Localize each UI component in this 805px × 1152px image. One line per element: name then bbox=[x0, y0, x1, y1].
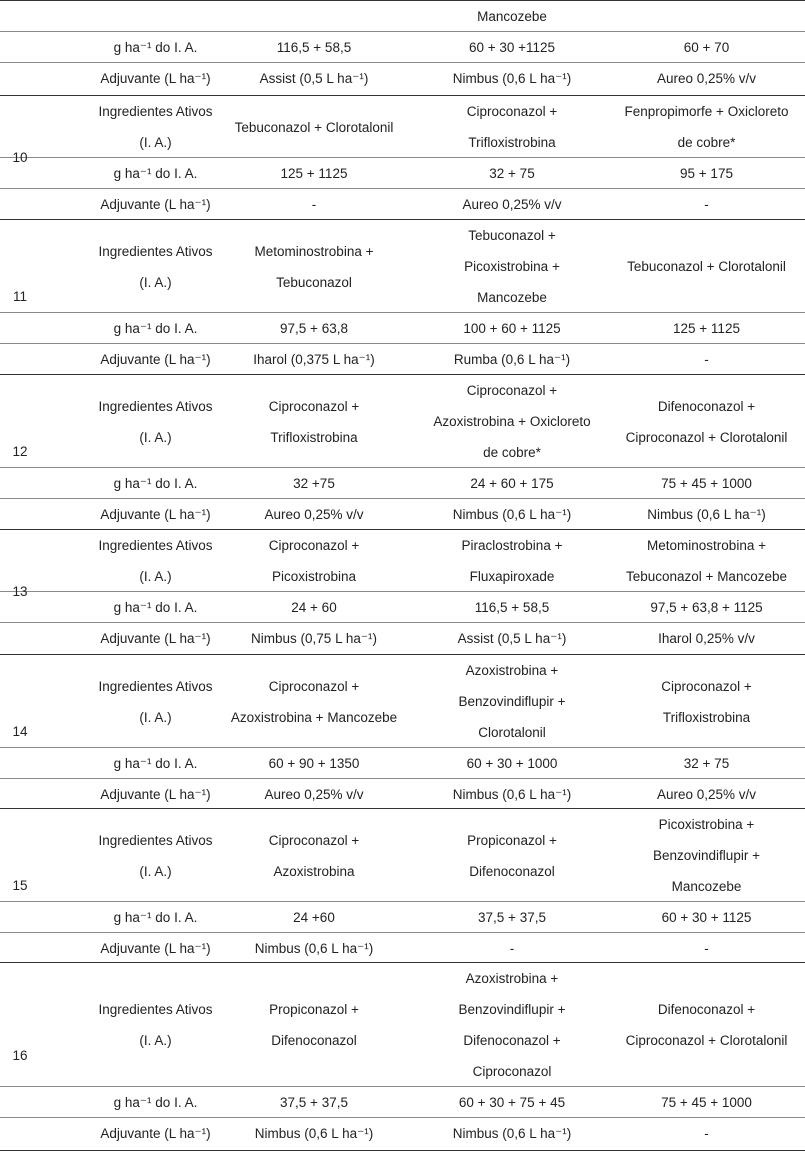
adjuvant-cell: Rumba (0,6 L ha⁻¹) bbox=[453, 352, 571, 367]
ingredients-cell: Propiconazol + Difenoconazol bbox=[269, 1002, 359, 1048]
ingredients-cell: Difenoconazol + Ciproconazol + Clorotalonil bbox=[625, 398, 788, 445]
adjuvant-cell: Aureo 0,25% v/v bbox=[656, 787, 757, 802]
dose-cell: 125 + 1125 bbox=[673, 321, 740, 336]
dose-cell: 75 + 45 + 1000 bbox=[661, 476, 752, 491]
ingredients-row bbox=[0, 95, 805, 157]
ingredients-cell: Ciproconazol + Picoxistrobina bbox=[268, 538, 360, 584]
dose-label: g ha⁻¹ do I. A. bbox=[113, 321, 198, 336]
ingredients-cell: Ciproconazol + Trifloxistrobina bbox=[661, 678, 752, 725]
dose-cell: 60 + 30 + 1000 bbox=[466, 756, 558, 771]
ingredients-cell: Ciproconazol + Trifloxistrobina bbox=[268, 398, 360, 445]
treatment-number: 16 bbox=[12, 1047, 28, 1063]
dose-row bbox=[0, 1086, 805, 1117]
adjuvant-cell: Iharol (0,375 L ha⁻¹) bbox=[253, 352, 375, 367]
ingredients-cell: Ciproconazol + Azoxistrobina bbox=[268, 832, 360, 879]
ingredients-cell: Azoxistrobina + Benzovindiflupir + Difenoconazol + Ciproconazol bbox=[458, 971, 566, 1079]
ingredients-cell: Metominostrobina + Tebuconazol bbox=[254, 243, 374, 290]
adjuvant-cell: Nimbus (0,75 L ha⁻¹) bbox=[251, 631, 377, 646]
dose-label: g ha⁻¹ do I. A. bbox=[113, 166, 198, 181]
dose-label: g ha⁻¹ do I. A. bbox=[113, 910, 198, 925]
ingredients-cell: Propiconazol + Difenoconazol bbox=[467, 832, 557, 879]
adjuvant-cell: - bbox=[704, 197, 709, 212]
adjuvant-cell: - bbox=[704, 1126, 709, 1141]
adjuvant-cell: Aureo 0,25% v/v bbox=[656, 71, 757, 86]
adjuvant-row bbox=[0, 778, 805, 809]
adjuvant-cell: Nimbus (0,6 L ha⁻¹) bbox=[254, 1126, 374, 1141]
ingredients-label: Ingredientes Ativos (I. A.) bbox=[98, 104, 213, 150]
adjuvant-cell: Assist (0,5 L ha⁻¹) bbox=[457, 631, 567, 646]
adjuvant-row bbox=[0, 498, 805, 529]
adjuvant-label: Adjuvante (L ha⁻¹) bbox=[100, 631, 211, 646]
dose-label: g ha⁻¹ do I. A. bbox=[113, 40, 198, 55]
ingredients-label: Ingredientes Ativos (I. A.) bbox=[98, 243, 213, 290]
ingredients-row bbox=[0, 962, 805, 1086]
adjuvant-cell: Nimbus (0,6 L ha⁻¹) bbox=[647, 507, 766, 522]
adjuvant-label: Adjuvante (L ha⁻¹) bbox=[100, 352, 211, 367]
dose-cell: 75 + 45 + 1000 bbox=[661, 1095, 752, 1110]
treatment-number: 13 bbox=[12, 583, 28, 599]
dose-cell: 95 + 175 bbox=[680, 166, 733, 181]
ingredients-row bbox=[0, 529, 805, 591]
ingredients-row bbox=[0, 219, 805, 312]
adjuvant-label: Adjuvante (L ha⁻¹) bbox=[100, 507, 211, 522]
adjuvant-cell: - bbox=[509, 941, 515, 956]
ingredients-cell: Metominostrobina + Tebuconazol + Mancozebe bbox=[626, 538, 787, 584]
dose-row bbox=[0, 901, 805, 932]
ingredients-label: Ingredientes Ativos (I. A.) bbox=[98, 1002, 213, 1048]
treatment-number: 14 bbox=[12, 724, 28, 739]
ingredients-row bbox=[0, 374, 805, 467]
adjuvant-label: Adjuvante (L ha⁻¹) bbox=[100, 941, 211, 956]
dose-label: g ha⁻¹ do I. A. bbox=[113, 1095, 198, 1110]
adjuvant-cell: Aureo 0,25% v/v bbox=[264, 507, 364, 522]
ingredients-cell: Azoxistrobina + Benzovindiflupir + Clorotalonil bbox=[458, 663, 566, 740]
adjuvant-cell: Nimbus (0,6 L ha⁻¹) bbox=[452, 507, 572, 522]
adjuvant-cell: Nimbus (0,6 L ha⁻¹) bbox=[452, 787, 572, 802]
adjuvant-cell: Iharol 0,25% v/v bbox=[658, 631, 755, 646]
continued-adjuvant-row bbox=[0, 62, 805, 93]
adjuvant-cell: Aureo 0,25% v/v bbox=[264, 787, 364, 802]
ingredients-label: Ingredientes Ativos (I. A.) bbox=[98, 538, 213, 584]
ingredients-cell: Tebuconazol + Clorotalonil bbox=[627, 259, 786, 274]
dose-cell: 37,5 + 37,5 bbox=[478, 910, 546, 925]
ingredients-cell: Ciproconazol + Azoxistrobina + Mancozebe bbox=[230, 678, 398, 725]
ingredients-label: Ingredientes Ativos (I. A.) bbox=[98, 398, 213, 445]
dose-row bbox=[0, 591, 805, 622]
treatment-number: 10 bbox=[12, 149, 28, 165]
dose-cell: 24 +60 bbox=[293, 910, 335, 925]
continued-ingredients-row bbox=[0, 0, 805, 31]
dose-cell: 60 + 70 bbox=[683, 40, 730, 55]
ingredients-label: Ingredientes Ativos (I. A.) bbox=[98, 832, 213, 879]
dose-row bbox=[0, 467, 805, 498]
dose-cell: 24 + 60 bbox=[291, 600, 337, 615]
dose-cell: 116,5 + 58,5 bbox=[276, 40, 352, 55]
ingredients-cell: Picoxistrobina + Benzovindiflupir + Mancozebe bbox=[653, 817, 760, 894]
adjuvant-cell: Assist (0,5 L ha⁻¹) bbox=[259, 71, 369, 86]
ingredients-cell: Fenpropimorfe + Oxicloreto de cobre* bbox=[624, 104, 789, 150]
ingredients-row bbox=[0, 808, 805, 901]
adjuvant-cell: - bbox=[704, 352, 709, 367]
ingredients-cell: Mancozebe bbox=[477, 9, 547, 24]
dose-cell: 116,5 + 58,5 bbox=[474, 600, 550, 615]
ingredients-label: Ingredientes Ativos (I. A.) bbox=[98, 678, 213, 725]
dose-cell: 60 + 90 + 1350 bbox=[268, 756, 360, 771]
adjuvant-label: Adjuvante (L ha⁻¹) bbox=[100, 71, 211, 86]
ingredients-row bbox=[0, 654, 805, 747]
adjuvant-label: Adjuvante (L ha⁻¹) bbox=[100, 197, 211, 212]
ingredients-cell: Piraclostrobina + Fluxapiroxade bbox=[461, 538, 563, 584]
dose-label: g ha⁻¹ do I. A. bbox=[113, 476, 198, 491]
dose-row bbox=[0, 157, 805, 188]
adjuvant-cell: Aureo 0,25% v/v bbox=[462, 197, 562, 212]
dose-cell: 60 + 30 +1125 bbox=[468, 40, 556, 55]
dose-row bbox=[0, 312, 805, 343]
dose-cell: 125 + 1125 bbox=[280, 166, 348, 181]
adjuvant-label: Adjuvante (L ha⁻¹) bbox=[100, 1126, 211, 1141]
ingredients-cell: Ciproconazol + Azoxistrobina + Oxicloreto de cobre* bbox=[433, 383, 591, 460]
dose-cell: 60 + 30 + 75 + 45 bbox=[458, 1095, 566, 1110]
adjuvant-row bbox=[0, 188, 805, 219]
adjuvant-cell: Nimbus (0,6 L ha⁻¹) bbox=[452, 71, 572, 86]
adjuvant-row bbox=[0, 622, 805, 653]
dose-row bbox=[0, 747, 805, 778]
dose-cell: 97,5 + 63,8 + 1125 bbox=[650, 600, 763, 615]
adjuvant-cell: Nimbus (0,6 L ha⁻¹) bbox=[452, 1126, 572, 1141]
table-bottom-rule bbox=[0, 1150, 805, 1151]
adjuvant-row bbox=[0, 1117, 805, 1148]
adjuvant-cell: - bbox=[311, 197, 317, 212]
ingredients-cell: Ciproconazol + Trifloxistrobina bbox=[466, 104, 558, 150]
adjuvant-row bbox=[0, 932, 805, 963]
dose-cell: 24 + 60 + 175 bbox=[470, 476, 554, 491]
adjuvant-cell: Nimbus (0,6 L ha⁻¹) bbox=[254, 941, 374, 956]
dose-cell: 32 + 75 bbox=[489, 166, 535, 181]
treatment-number: 12 bbox=[12, 444, 28, 459]
dose-cell: 32 + 75 bbox=[683, 756, 730, 771]
dose-cell: 37,5 + 37,5 bbox=[280, 1095, 348, 1110]
continued-dose-row bbox=[0, 31, 805, 62]
treatment-number: 11 bbox=[12, 289, 27, 304]
dose-cell: 32 +75 bbox=[293, 476, 335, 491]
dose-label: g ha⁻¹ do I. A. bbox=[113, 600, 198, 615]
treatment-number: 15 bbox=[12, 878, 28, 893]
ingredients-cell: Difenoconazol + Ciproconazol + Clorotalonil bbox=[625, 1002, 788, 1048]
adjuvant-cell: - bbox=[704, 941, 709, 956]
adjuvant-row bbox=[0, 343, 805, 374]
ingredients-cell: Tebuconazol + Clorotalonil bbox=[234, 119, 394, 135]
adjuvant-label: Adjuvante (L ha⁻¹) bbox=[100, 787, 211, 802]
dose-label: g ha⁻¹ do I. A. bbox=[113, 756, 198, 771]
ingredients-cell: Tebuconazol + Picoxistrobina + Mancozebe bbox=[464, 228, 560, 305]
dose-cell: 60 + 30 + 1125 bbox=[661, 910, 752, 925]
dose-cell: 100 + 60 + 1125 bbox=[463, 321, 561, 336]
dose-cell: 97,5 + 63,8 bbox=[280, 321, 348, 336]
